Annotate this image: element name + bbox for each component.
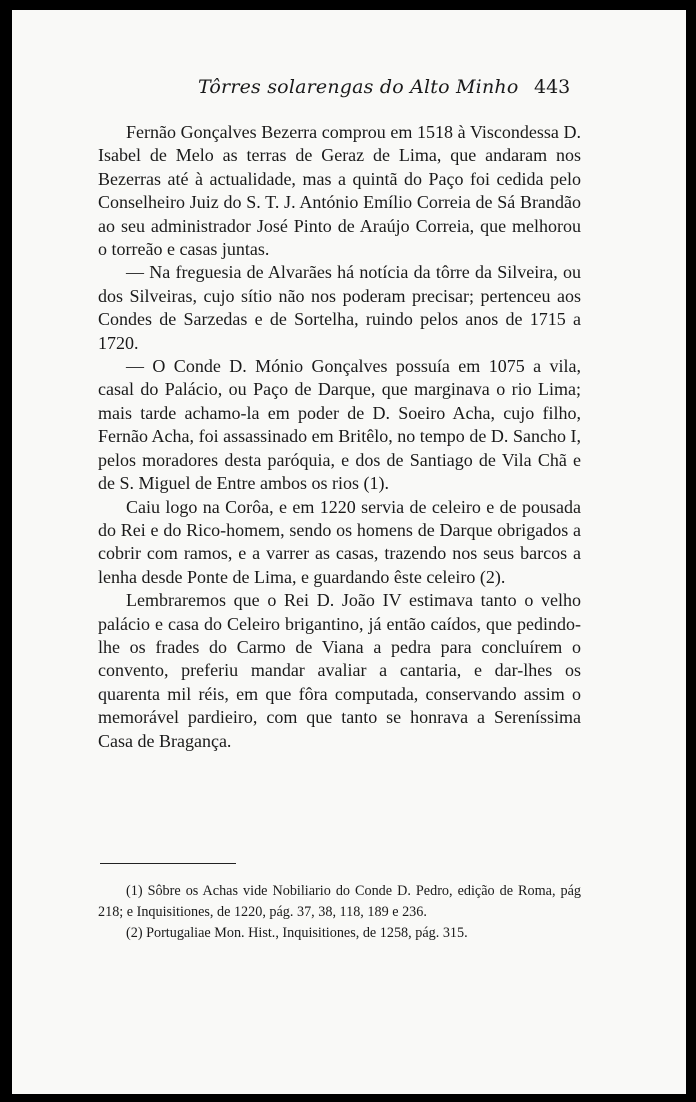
paragraph: — O Conde D. Mónio Gonçalves possuía em 1075 a vila, casal do Palácio, ou Paço de Darque, que marginava o rio Lima; mais tarde achamo-la em poder de D. Soeiro Acha, cujo filho, Fernão Acha, foi assassinado em Britêlo, no tempo de D. Sancho I, pelos moradores desta paróquia, e dos de Santiago de Vila Chã e de S. Miguel de Entre ambos os rios (1). <box>98 356 581 494</box>
paragraph: Fernão Gonçalves Bezerra comprou em 1518 à Viscondessa D. Isabel de Melo as terras de Geraz de Lima, que andaram nos Bezerras até à actualidade, mas a quintã do Paço foi cedida pelo Conselheiro Juiz do S. T. J. António Emílio Correia de Sá Brandão ao seu administrador José Pinto de Araújo Correia, que melhorou o torreão e casas juntas. <box>98 122 581 260</box>
footnote: (2) Portugaliae Mon. Hist., Inquisitiones, de 1258, pág. 315. <box>126 925 468 941</box>
book-page <box>12 10 686 1094</box>
body-text <box>98 121 581 753</box>
paragraph: — Na freguesia de Alvarães há notícia da tôrre da Silveira, ou dos Silveiras, cujo sítio não nos poderam precisar; pertenceu aos Condes de Sarzedas e de Sortelha, ruindo pelos anos de 1715 a 1720. <box>98 262 581 353</box>
paragraph: Caiu logo na Corôa, e em 1220 servia de celeiro e de pousada do Rei e do Rico-homem, sendo os homens de Darque obrigados a cobrir com ramos, e a varrer as casas, trazendo nos seus barcos a lenha desde Ponte de Lima, e guardando êste celeiro (2). <box>98 496 581 587</box>
footnotes <box>98 881 581 944</box>
running-title: Tôrres solarengas do Alto Minho <box>198 76 519 98</box>
page-number: 443 <box>534 76 571 98</box>
paragraph: Lembraremos que o Rei D. João IV estimava tanto o velho palácio e casa do Celeiro brigantino, já então caídos, que pedindo-lhe os frades do Carmo de Viana a pedra para concluírem o convento, preferiu mandar avaliar a cantaria, e dar-lhes os quarenta mil réis, em que fôra computada, conservando assim o memorável pardieiro, com que tanto se honrava a Sereníssima Casa de Bragança. <box>98 590 581 751</box>
footnote-divider <box>100 863 236 864</box>
footnote: (1) Sôbre os Achas vide Nobiliario do Conde D. Pedro, edição de Roma, pág 218; e Inquisitiones, de 1220, pág. 37, 38, 118, 189 e 236. <box>98 883 581 920</box>
